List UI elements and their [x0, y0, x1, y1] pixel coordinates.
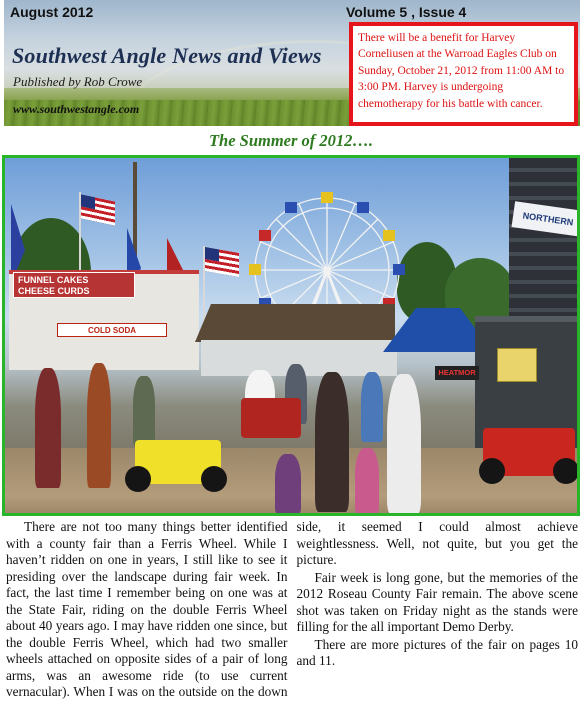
publisher-line: Published by Rob Crowe — [13, 74, 143, 89]
american-flag-icon — [205, 247, 239, 277]
issue-date: August 2012 — [10, 4, 94, 20]
tractor-tire — [553, 458, 579, 484]
grandstand — [509, 158, 580, 318]
person — [315, 372, 349, 512]
person — [87, 363, 111, 488]
benefit-notice-text: There will be a benefit for Harvey Corneliusen at the Warroad Eagles Club on Sunday, October 21, 2012 from 11:00 AM to 3:00 PM. Harvey is undergoing chemotherapy for his battle with cancer. — [358, 32, 565, 110]
person — [355, 448, 379, 514]
article-paragraph: There are not too many things better identified with a county fair than a Ferris Wheel. While I haven’t ridden on one in years, I still like to see it presiding over the landscape during fair week. In fact, the last time I remember being on one was at the State Fair, riding on the double Ferris Wheel about 40 years ago. I may have ridden one since, but the double Ferris Wheel, which had two smaller wheels attached on opposite sides of a pair of long arms, was an awesome ride (to use current vernacular). When I was on the outside on the down side, it seemed I could almost achieve weightlessness. Well, not quite, but you get the picture. — [6, 519, 578, 699]
funnel-cakes-text: FUNNEL CAKES — [18, 275, 89, 285]
article-body — [6, 519, 578, 715]
tractor-tire — [479, 458, 505, 484]
yellow-poster — [497, 348, 537, 382]
cold-soda-sign: COLD SODA — [57, 323, 167, 337]
website-url: www.southwestangle.com — [13, 102, 140, 116]
person — [133, 376, 155, 446]
benefit-notice-box — [349, 22, 578, 126]
newsletter-title: Southwest Angle News and Views — [12, 43, 322, 68]
article-paragraph: Fair week is long gone, but the memories of the 2012 Roseau County Fair remain. The above scene shot was taken on Friday night as the stands were filling for the all important Demo Derby. — [296, 569, 578, 634]
tractor-tire — [201, 466, 227, 492]
person — [275, 454, 301, 514]
county-fair-photo — [2, 155, 580, 516]
person — [387, 374, 421, 514]
american-flag-icon — [81, 194, 115, 225]
section-headline: The Summer of 2012…. — [208, 131, 374, 150]
red-lawn-tractor — [241, 398, 301, 438]
tractor-tire — [125, 466, 151, 492]
article-paragraph: There are more pictures of the fair on pages 10 and 11. — [296, 636, 578, 668]
funnel-cakes-sign — [13, 272, 135, 298]
northern-sign: NORTHERN — [512, 201, 580, 236]
person — [35, 368, 61, 488]
booth-roof — [195, 304, 395, 342]
heatmor-sign: HEATMOR — [435, 366, 479, 380]
person — [361, 372, 383, 442]
cheese-curds-text: CHEESE CURDS — [18, 286, 90, 296]
volume-issue: Volume 5 , Issue 4 — [346, 4, 467, 20]
